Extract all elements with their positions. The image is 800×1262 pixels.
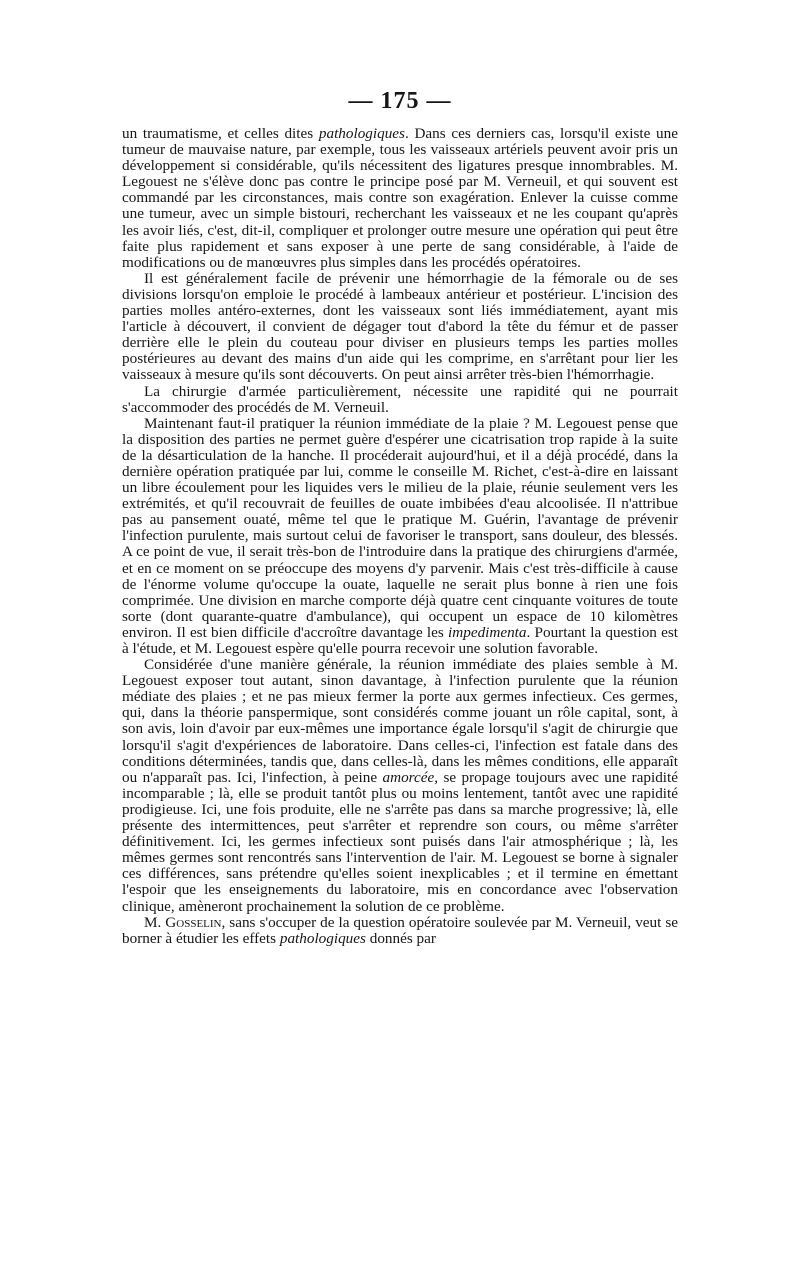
- paragraph-5: Considérée d'une manière générale, la réunion immédiate des plaies semble à M. Legouest exposer tout autant, sinon davantage, à l'infection purulente que la réunion médiate des plaies ; et ne pas mieux fermer la porte aux germes infectieux. Ces germes, qui, dans la théorie panspermique, sont considérés comme jouant un rôle capital, sont, à son avis, loin d'avoir par eux-mêmes une importance égale lorsqu'il s'agit de chirurgie que lorsqu'il s'agit d'expériences de laboratoire. Dans celles-ci, l'infection est fatale dans des conditions déterminées, tandis que, dans celles-là, dans les mêmes conditions, elle apparaît ou n'apparaît pas. Ici, l'infection, à peine amorcée, se propage toujours avec une rapidité incomparable ; là, elle se produit tantôt plus ou moins lentement, tantôt avec une rapidité prodigieuse. Ici, une fois produite, elle ne s'arrête pas dans sa marche progressive; là, elle présente des intermittences, peut s'arrêter et reprendre son cours, ou même s'arrêter définitivement. Ici, les germes infectieux sont puisés dans l'air atmosphérique ; là, les mêmes germes sont rencontrés sans l'intervention de l'air. M. Legouest se borne à signaler ces différences, sans prétendre qu'elles soient inexplicables ; et il termine en émettant l'espoir que les enseignements du laboratoire, mis en concordance avec l'observation clinique, amèneront prochainement la solution de ce problème.: [122, 656, 678, 915]
- speaker-name: M. Gosselin,: [144, 913, 226, 931]
- document-page: [122, 86, 678, 947]
- page-number: — 175 —: [348, 88, 452, 114]
- body-text: [122, 126, 678, 947]
- paragraph-1: un traumatisme, et celles dites pathologiques. Dans ces derniers cas, lorsqu'il existe une tumeur de mauvaise nature, par exemple, tous les vaisseaux artériels peuvent avoir pris un développement si considérable, qu'ils nécessitent des ligatures presque innombrables. M. Legouest ne s'élève donc pas contre le principe posé par M. Verneuil, et qui souvent est commandé par les circonstances, mais contre son exagération. Enlever la cuisse comme une tumeur, avec un simple bistouri, recherchant les vaisseaux et ne les coupant qu'après les avoir liés, c'est, dit-il, compliquer et prolonger outre mesure une opération qui peut être faite plus rapidement et sans exposer à une perte de sang considérable, à l'aide de modifications ou de manœuvres plus simples dans les procédés opératoires.: [122, 125, 678, 271]
- paragraph-2: Il est généralement facile de prévenir une hémorrhagie de la fémorale ou de ses divisions lorsqu'on emploie le procédé à lambeaux antérieur et postérieur. L'incision des parties molles antéro-externes, dont les vaisseaux sont liés immédiatement, ayant mis l'article à découvert, il convient de dégager tout d'abord la tête du fémur et de passer derrière elle le plein du couteau pour diviser en plusieurs temps les parties molles postérieures au devant des mains d'un aide qui les comprime, en s'arrêtant pour lier les vaisseaux à mesure qu'ils sont découverts. On peut ainsi arrêter très-bien l'hémorrhagie.: [122, 269, 678, 384]
- paragraph-6: [122, 915, 678, 947]
- paragraph-6-text: sans s'occuper de la question opératoire soulevée par M. Verneuil, veut se borner à étudier les effets pathologiques donnés par: [122, 913, 679, 947]
- paragraph-4: Maintenant faut-il pratiquer la réunion immédiate de la plaie ? M. Legouest pense que la disposition des parties ne permet guère d'espérer une cicatrisation trop rapide à la suite de la désarticulation de la hanche. Il procéderait aujourd'hui, et il a déjà procédé, dans la dernière opération pratiquée par lui, comme le conseille M. Richet, c'est-à-dire en laissant un libre écoulement pour les liquides vers le milieu de la plaie, réunie seulement vers les extrémités, et qu'il recouvrait de feuilles de ouate imbibées d'eau alcoolisée. Il n'attribue pas au pansement ouaté, même tel que le pratique M. Guérin, l'avantage de prévenir l'infection purulente, mais surtout celui de favoriser le transport, sans douleur, des blessés. A ce point de vue, il serait très-bon de l'introduire dans la pratique des chirurgiens d'armée, et en ce moment on se préoccupe des moyens d'y parvenir. Mais c'est très-difficile à cause de l'énorme volume qu'occupe la ouate, laquelle ne serait plus bonne à rien une fois comprimée. Une division en marche comporte déjà quatre cent cinquante voitures de toute sorte (dont quarante-quatre d'ambulance), qui occupent un espace de 10 kilomètres environ. Il est bien difficile d'accroître davantage les impedimenta. Pourtant la question est à l'étude, et M. Legouest espère qu'elle pourra recevoir une solution favorable.: [122, 414, 679, 657]
- paragraph-3: La chirurgie d'armée particulièrement, nécessite une rapidité qui ne pourrait s'accommoder des procédés de M. Verneuil.: [122, 382, 678, 416]
